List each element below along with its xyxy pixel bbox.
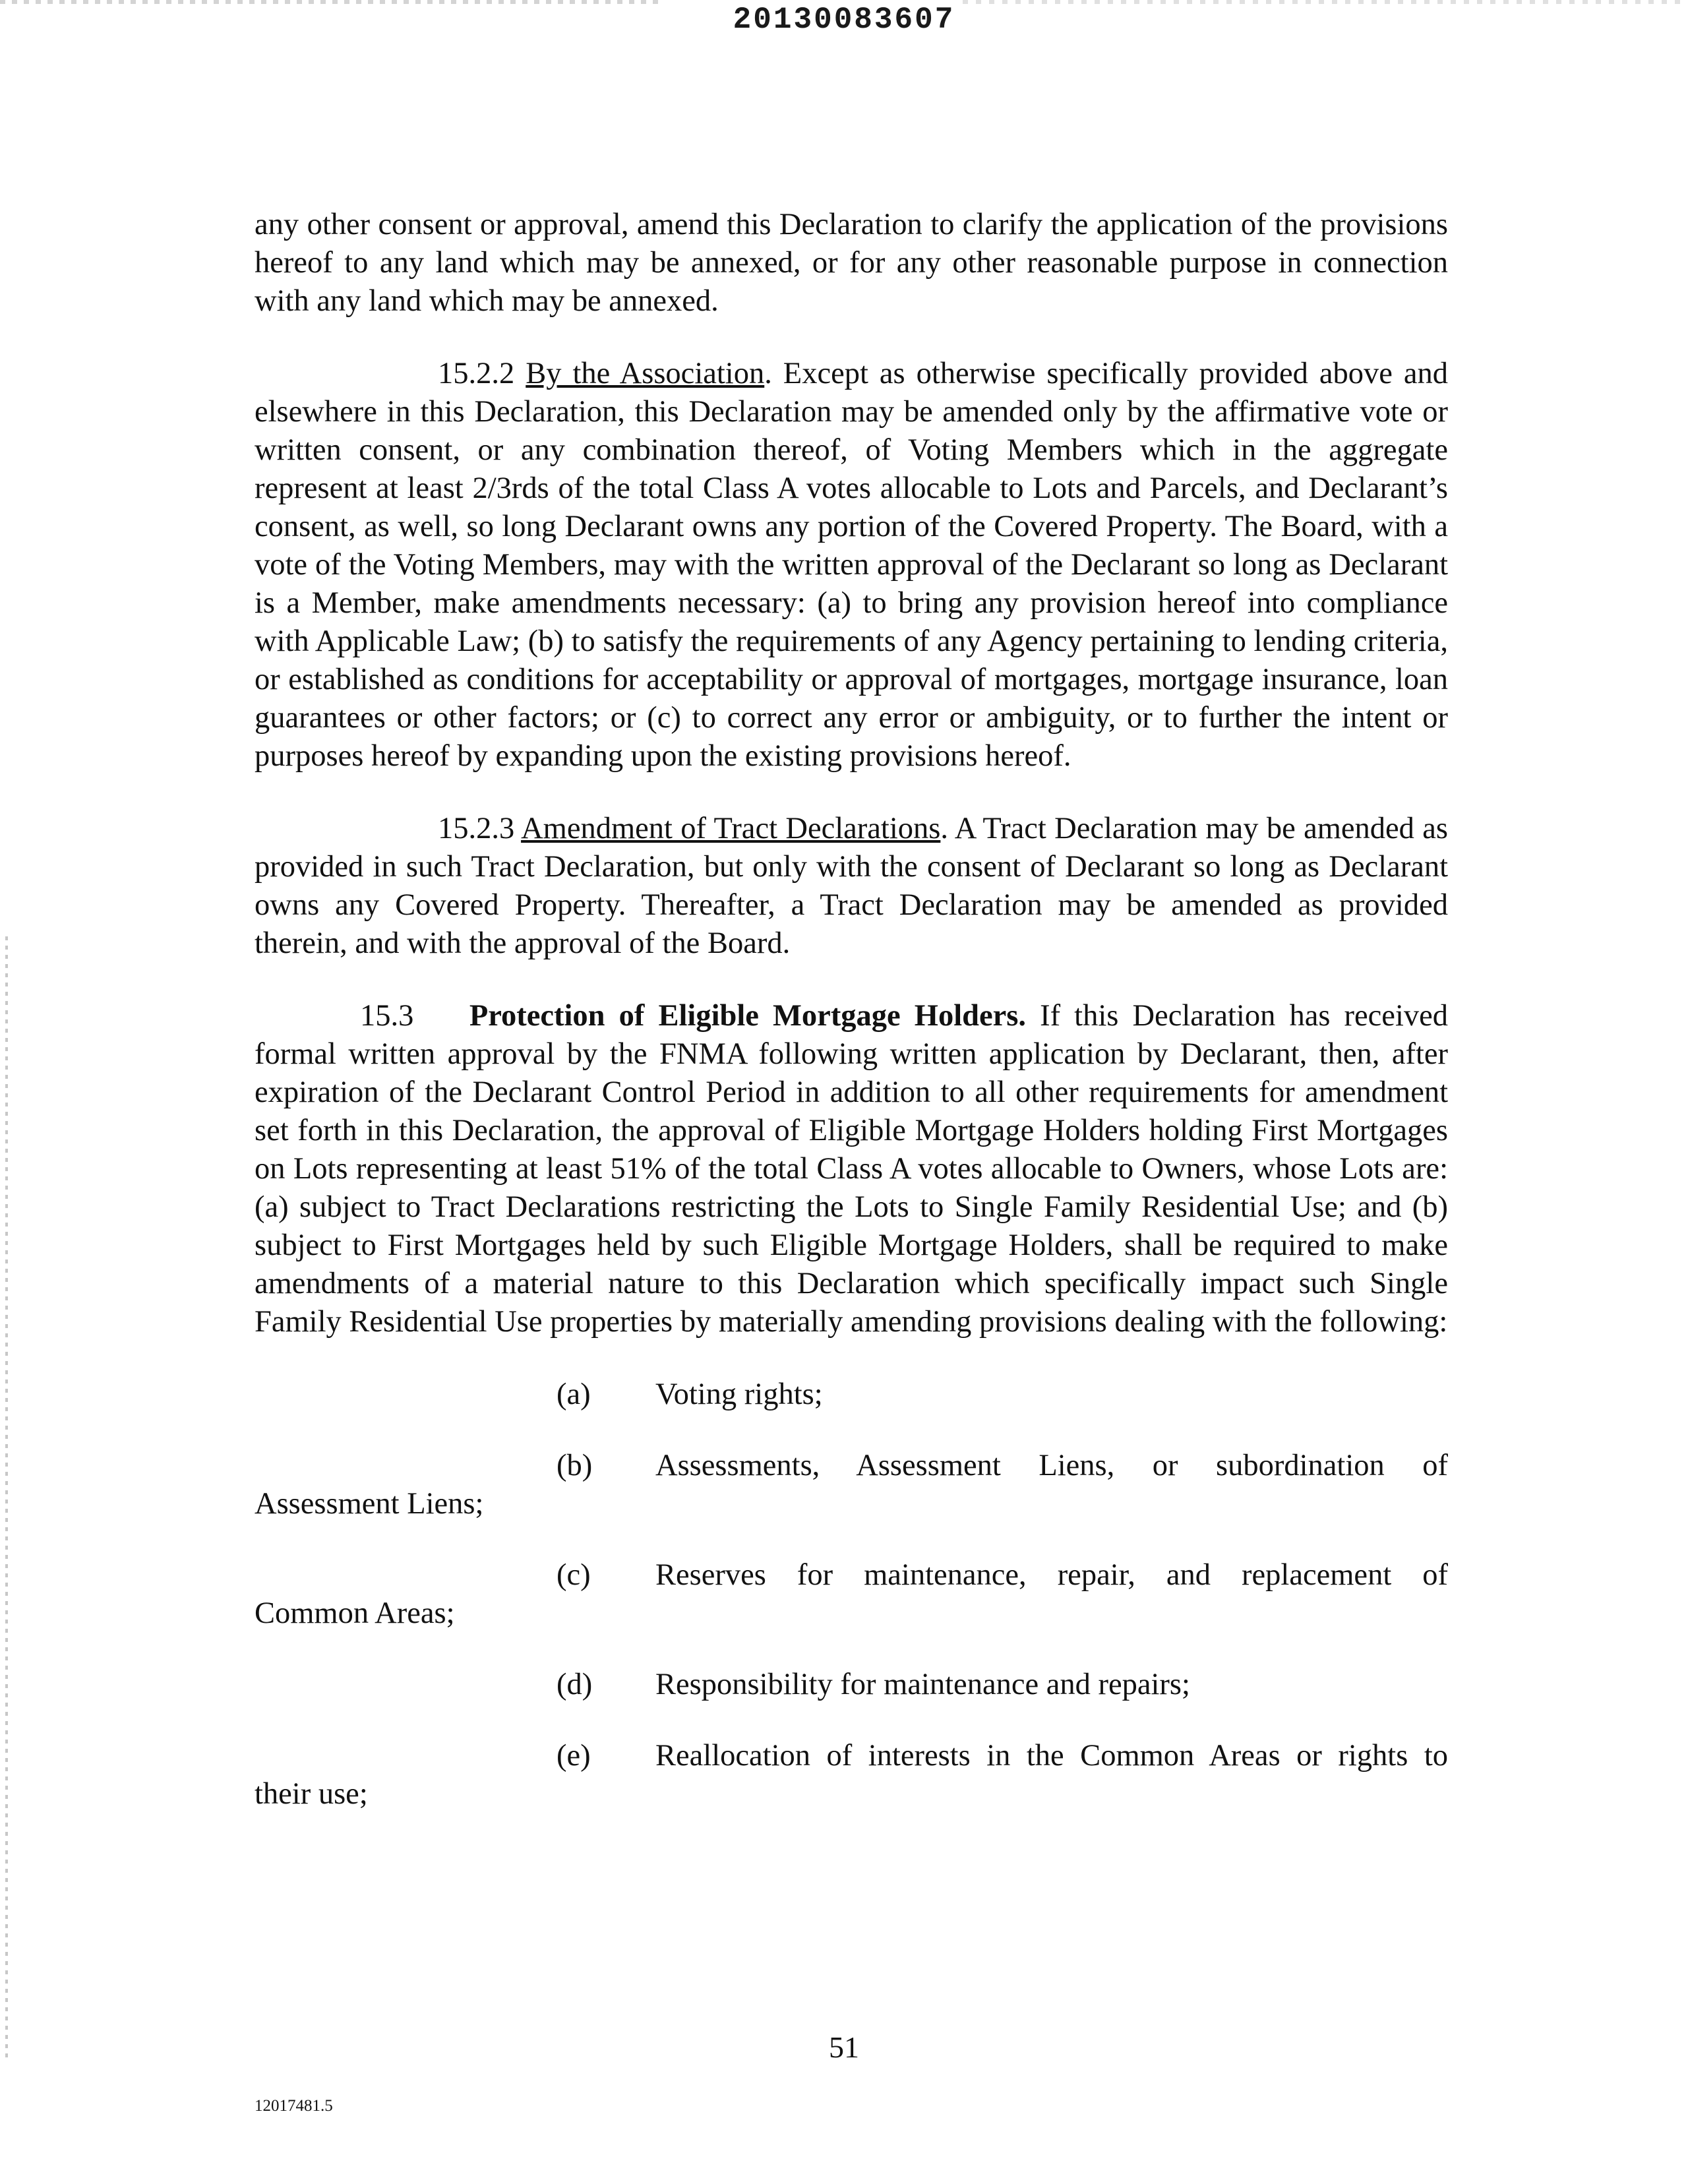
list-text-continuation: Common Areas; <box>255 1596 455 1630</box>
list-label: (a) <box>557 1378 591 1411</box>
page-number: 51 <box>829 2030 859 2064</box>
list-label: (e) <box>557 1739 591 1773</box>
list-item-c <box>255 1556 1448 1594</box>
list-label: (b) <box>557 1449 593 1482</box>
recording-number: 20130083607 <box>733 3 955 37</box>
section-text: . Except as otherwise specifically provided above and elsewhere in this Declaration, this Declaration may be amended only by the affirmative vote or written consent, or any combination thereof, of Voting Members which in the aggregate represent at least 2/3rds of the total Class A votes allocable to Lots and Parcels, and Declarant’s consent, as well, so long Declarant owns any portion of the Covered Property. The Board, with a vote of the Voting Members, may with the written approval of the Declarant so long as Declarant is a Member, make amendments necessary: (a) to bring any provision hereof into compliance with Applicable Law; (b) to satisfy the requirements of any Agency pertaining to lending criteria, or established as conditions for acceptability or approval of mortgages, mortgage insurance, loan guarantees or other factors; or (c) to correct any error or ambiguity, or to further the intent or purposes hereof by expanding upon the existing provisions hereof. <box>255 357 1448 773</box>
section-text: . A Tract Declaration may be amended as provided in such Tract Declaration, but only with the consent of Declarant so long as Declarant owns any Covered Property. Thereafter, a Tract Declaration may be amended as provided therein, and with the approval of the Board. <box>255 812 1449 960</box>
list-text: Assessments, Assessment Liens, or subordination of <box>655 1449 1448 1482</box>
page-body <box>255 206 1448 1813</box>
paragraph-continuation: any other consent or approval, amend this Declaration to clarify the application of the provisions hereof to any land which may be annexed, or for any other reasonable purpose in connection with any land which may be annexed. <box>255 208 1448 318</box>
list-text: Responsibility for maintenance and repairs; <box>655 1668 1190 1701</box>
list-text: Voting rights; <box>655 1378 823 1411</box>
scan-artifact-left-edge <box>5 936 8 2057</box>
list-label: (d) <box>557 1668 593 1701</box>
section-text: If this Declaration has received formal written approval by the FNMA following written application by Declarant, then, after expiration of the Declarant Control Period in addition to all other requirements for amendment set forth in this Declaration, the approval of Eligible Mortgage Holders holding First Mortgages on Lots representing at least 51% of the total Class A votes allocable to Owners, whose Lots are: (a) subject to Tract Declarations restricting the Lots to Single Family Residential Use; and (b) subject to First Mortgages held by such Eligible Mortgage Holders, shall be required to make amendments of a material nature to this Declaration which specifically impact such Single Family Residential Use properties by materially amending provisions dealing with the following: <box>255 999 1449 1339</box>
list-text-continuation: Assessment Liens; <box>255 1487 484 1521</box>
section-15-2-3 <box>255 810 1448 963</box>
section-heading: Protection of Eligible Mortgage Holders. <box>469 999 1026 1033</box>
section-number: 15.2.3 <box>438 812 515 845</box>
list-text: Reserves for maintenance, repair, and replacement of <box>655 1558 1448 1592</box>
list-text-continuation: their use; <box>255 1777 368 1811</box>
section-heading: By the Association <box>526 357 765 390</box>
list-item-d <box>255 1666 1448 1704</box>
section-number: 15.3 <box>360 999 414 1033</box>
section-15-2-2 <box>255 355 1448 775</box>
section-15-3 <box>255 997 1448 1341</box>
section-number: 15.2.2 <box>438 357 515 390</box>
list-item-e <box>255 1737 1448 1775</box>
list-text: Reallocation of interests in the Common Areas or rights to <box>655 1739 1448 1773</box>
list-label: (c) <box>557 1558 591 1592</box>
list-item-a <box>255 1376 1448 1414</box>
document-id: 12017481.5 <box>255 2097 333 2115</box>
section-heading: Amendment of Tract Declarations <box>521 812 941 845</box>
list-item-b <box>255 1447 1448 1485</box>
